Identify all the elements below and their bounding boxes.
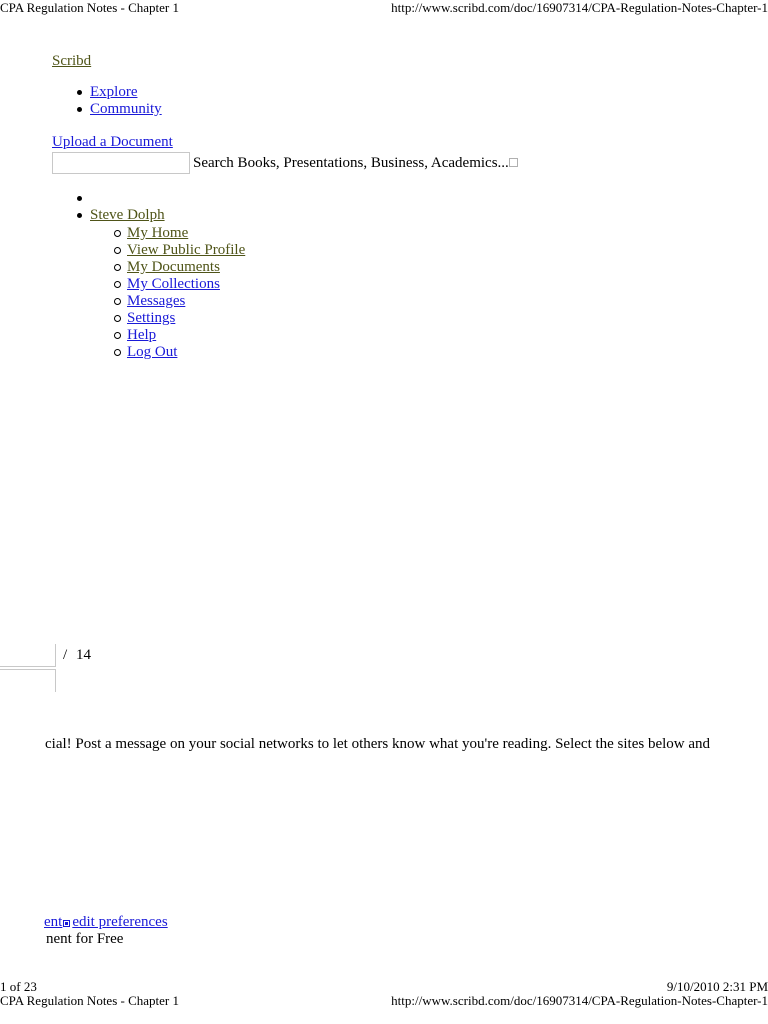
- print-footer-datetime: 9/10/2010 2:31 PM: [666, 979, 768, 994]
- help-link[interactable]: Help: [127, 327, 157, 343]
- page-total: 14: [76, 647, 91, 663]
- user-menu-item: [127, 276, 245, 293]
- user-menu-item: [127, 293, 245, 310]
- user-menu-item: [127, 327, 245, 344]
- my-collections-link[interactable]: My Collections: [127, 276, 220, 292]
- page-nav-button[interactable]: [0, 669, 56, 692]
- download-free-text: nent for Free: [46, 931, 124, 947]
- print-header-url: http://www.scribd.com/doc/16907314/CPA-Regulation-Notes-Chapter-1: [391, 0, 768, 15]
- print-footer-title: CPA Regulation Notes - Chapter 1: [0, 993, 179, 1008]
- partial-link[interactable]: ent: [44, 914, 63, 930]
- settings-link[interactable]: Settings: [127, 310, 176, 326]
- community-link[interactable]: Community: [90, 101, 162, 117]
- search-submit-checkbox[interactable]: [509, 158, 518, 167]
- page-number-input[interactable]: [0, 644, 56, 667]
- view-public-profile-link[interactable]: View Public Profile: [127, 242, 246, 258]
- my-home-link[interactable]: My Home: [127, 225, 189, 241]
- social-share-message: cial! Post a message on your social networks to let others know what you're reading. Select the sites below and: [45, 736, 711, 752]
- page-separator: /: [63, 647, 68, 663]
- print-footer-page: 1 of 23: [0, 979, 37, 994]
- search-label: Search Books, Presentations, Business, Academics...: [193, 155, 509, 171]
- my-documents-link[interactable]: My Documents: [127, 259, 220, 275]
- user-menu-item: [127, 225, 245, 242]
- log-out-link[interactable]: Log Out: [127, 344, 178, 360]
- user-menu-item: [127, 242, 245, 259]
- user-nav-item-account: [90, 207, 165, 224]
- external-link-icon: [63, 920, 70, 927]
- user-menu-item: [127, 310, 245, 327]
- upload-document-link[interactable]: Upload a Document: [52, 134, 173, 150]
- share-preferences-row: [44, 914, 168, 931]
- user-nav-empty-item: [90, 190, 165, 207]
- user-name-link[interactable]: Steve Dolph: [90, 207, 165, 223]
- search-input[interactable]: [52, 152, 190, 174]
- user-menu-item: [127, 259, 245, 276]
- user-nav: [90, 190, 165, 224]
- print-footer-url: http://www.scribd.com/doc/16907314/CPA-Regulation-Notes-Chapter-1: [391, 993, 768, 1008]
- user-submenu: [127, 225, 245, 361]
- print-header-title: CPA Regulation Notes - Chapter 1: [0, 0, 179, 15]
- main-nav: [90, 84, 162, 118]
- explore-link[interactable]: Explore: [90, 84, 138, 100]
- scribd-logo-link[interactable]: Scribd: [52, 53, 92, 69]
- user-menu-item: [127, 344, 245, 361]
- messages-link[interactable]: Messages: [127, 293, 186, 309]
- edit-preferences-link[interactable]: edit preferences: [72, 914, 168, 930]
- nav-item-community: [90, 101, 162, 118]
- nav-item-explore: [90, 84, 162, 101]
